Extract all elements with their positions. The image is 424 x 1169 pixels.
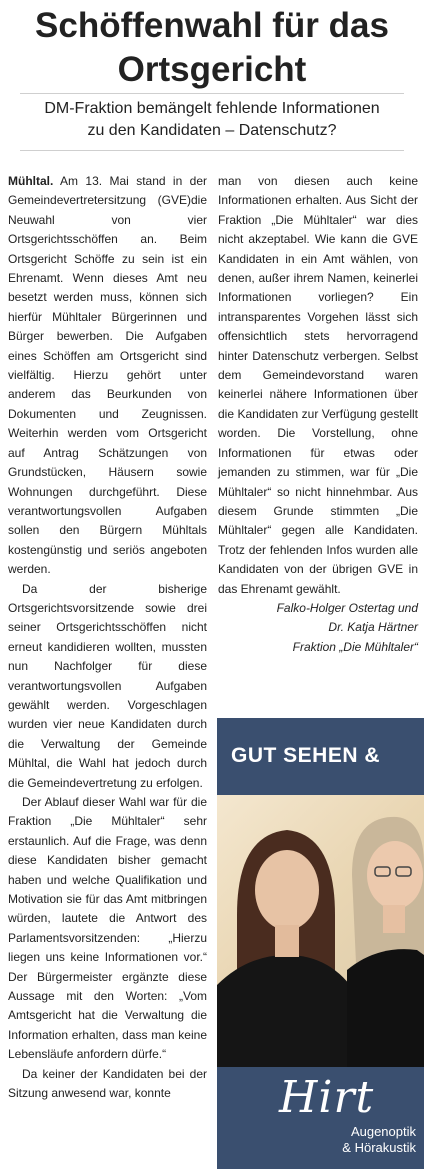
advertisement <box>217 718 424 1169</box>
article-column-2 <box>218 172 418 657</box>
signature-line-1: Falko-Holger Ostertag und <box>276 600 418 615</box>
signature <box>218 599 418 657</box>
ad-photo <box>217 795 424 1067</box>
headline-line-2: Ortsgericht <box>117 50 307 89</box>
people-photo-illustration <box>217 795 424 1067</box>
paragraph-5: man von diesen auch keine Informationen erhalten. Aus Sicht der Fraktion „Die Mühltaler“ war dies nicht akzeptabel. Wie kann die GVE Kandidaten in ein Amt wählen, von denen, außer ihrem Namen, keinerlei Informationen vorliegen? Ein intransparentes Vorgehen lässt sich offensichtlich stets hervorragend hinter Datenschutz verbergen. Selbst dem Gemeindevorstand waren keinerlei nähere Informationen über die Kandidaten zur Verfügung gestellt worden. Die Vorstellung, ohne Informationen für etwas oder jemanden zu stimmen, war für „Die Mühltaler“ so nicht hinnehmbar. Aus diesem Grunde stimmten „Die Mühltaler“ gegen alle Kandidaten. Trotz der fehlenden Infos wurden alle Kandidaten von der übrigen GVE in das Ehrenamt gewählt. <box>218 174 418 596</box>
paragraph-4: Da keiner der Kandidaten bei der Sitzung anwesend war, konnte <box>8 1066 207 1101</box>
ad-sub-line-2: & Hörakustik <box>342 1140 416 1155</box>
ad-logo-hirt: Hirt <box>279 1072 375 1123</box>
paragraph-1 <box>8 172 207 580</box>
signature-line-2: Dr. Katja Härtner <box>328 620 418 635</box>
ad-sub-line-1: Augenoptik <box>350 1124 416 1139</box>
subhead-line-1: DM-Fraktion bemängelt fehlende Informationen <box>44 100 380 117</box>
ad-headline: GUT SEHEN & <box>231 744 381 767</box>
article-subhead <box>0 98 424 142</box>
article-headline <box>0 4 424 92</box>
divider-top <box>20 93 404 94</box>
dateline: Mühltal. <box>8 174 54 188</box>
divider-bottom <box>20 150 404 151</box>
article-column-1 <box>8 172 207 1104</box>
headline-line-1: Schöffenwahl für das <box>35 6 389 45</box>
paragraph-1-text: Am 13. Mai stand in der Gemeindevertretersitzung (GVE)die Neuwahl von vier Ortsgerichtsschöffen an. Beim Ortsgericht Schöffe zu sein ist ein Ehrenamt. Wenn dieses Amt neu besetzt werden muss, können sich hierfür Mühltaler Bürgerinnen und Bürger bewerben. Die Aufgaben eines Schöffen am Ortsgericht sind vielfältig. Hierzu gehört unter anderem das Beurkunden von Dokumenten und Zeugnissen. Weiterhin werden vom Ortsgericht auf Antrag Schätzungen von Grundstücken, Häusern sowie Wohnungen durchgeführt. Diese verantwortungsvollen Aufgaben sollen den Bürgern Mühltals kostengünstig und seriös angeboten werden. <box>8 174 207 577</box>
paragraph-2: Da der bisherige Ortsgerichtsvorsitzende sowie drei seiner Ortsgerichtsschöffen nicht erneut kandidieren wollten, mussten nun Nachfolger für diese verantwortungsvollen Aufgaben gewählt werden. Vorgeschlagen wurden vier neue Kandidaten durch die Verwaltung der Gemeinde Mühltal, die Wahl hat jedoch durch die Gemeindevertretung zu erfolgen. <box>8 581 207 790</box>
signature-line-3: Fraktion „Die Mühltaler“ <box>292 639 418 654</box>
paragraph-3: Der Ablauf dieser Wahl war für die Fraktion „Die Mühltaler“ sehr erstaunlich. Auf die Frage, was denn diese Kandidaten bisher gemacht haben und welche Qualifikation und Motivation sie für das Amt mitbringen würden, lautete die Antwort des Parlamentsvorsitzenden: „Hierzu liegen uns keine Informationen vor.“ Der Bürgermeister ergänzte diese Aussage mit den Worten: „Vom Amtsgericht hat die Verwaltung die Information erhalten, dass man keine Lebensläufe anfordern dürfe.“ <box>8 795 207 1062</box>
subhead-line-2: zu den Kandidaten – Datenschutz? <box>87 122 337 139</box>
